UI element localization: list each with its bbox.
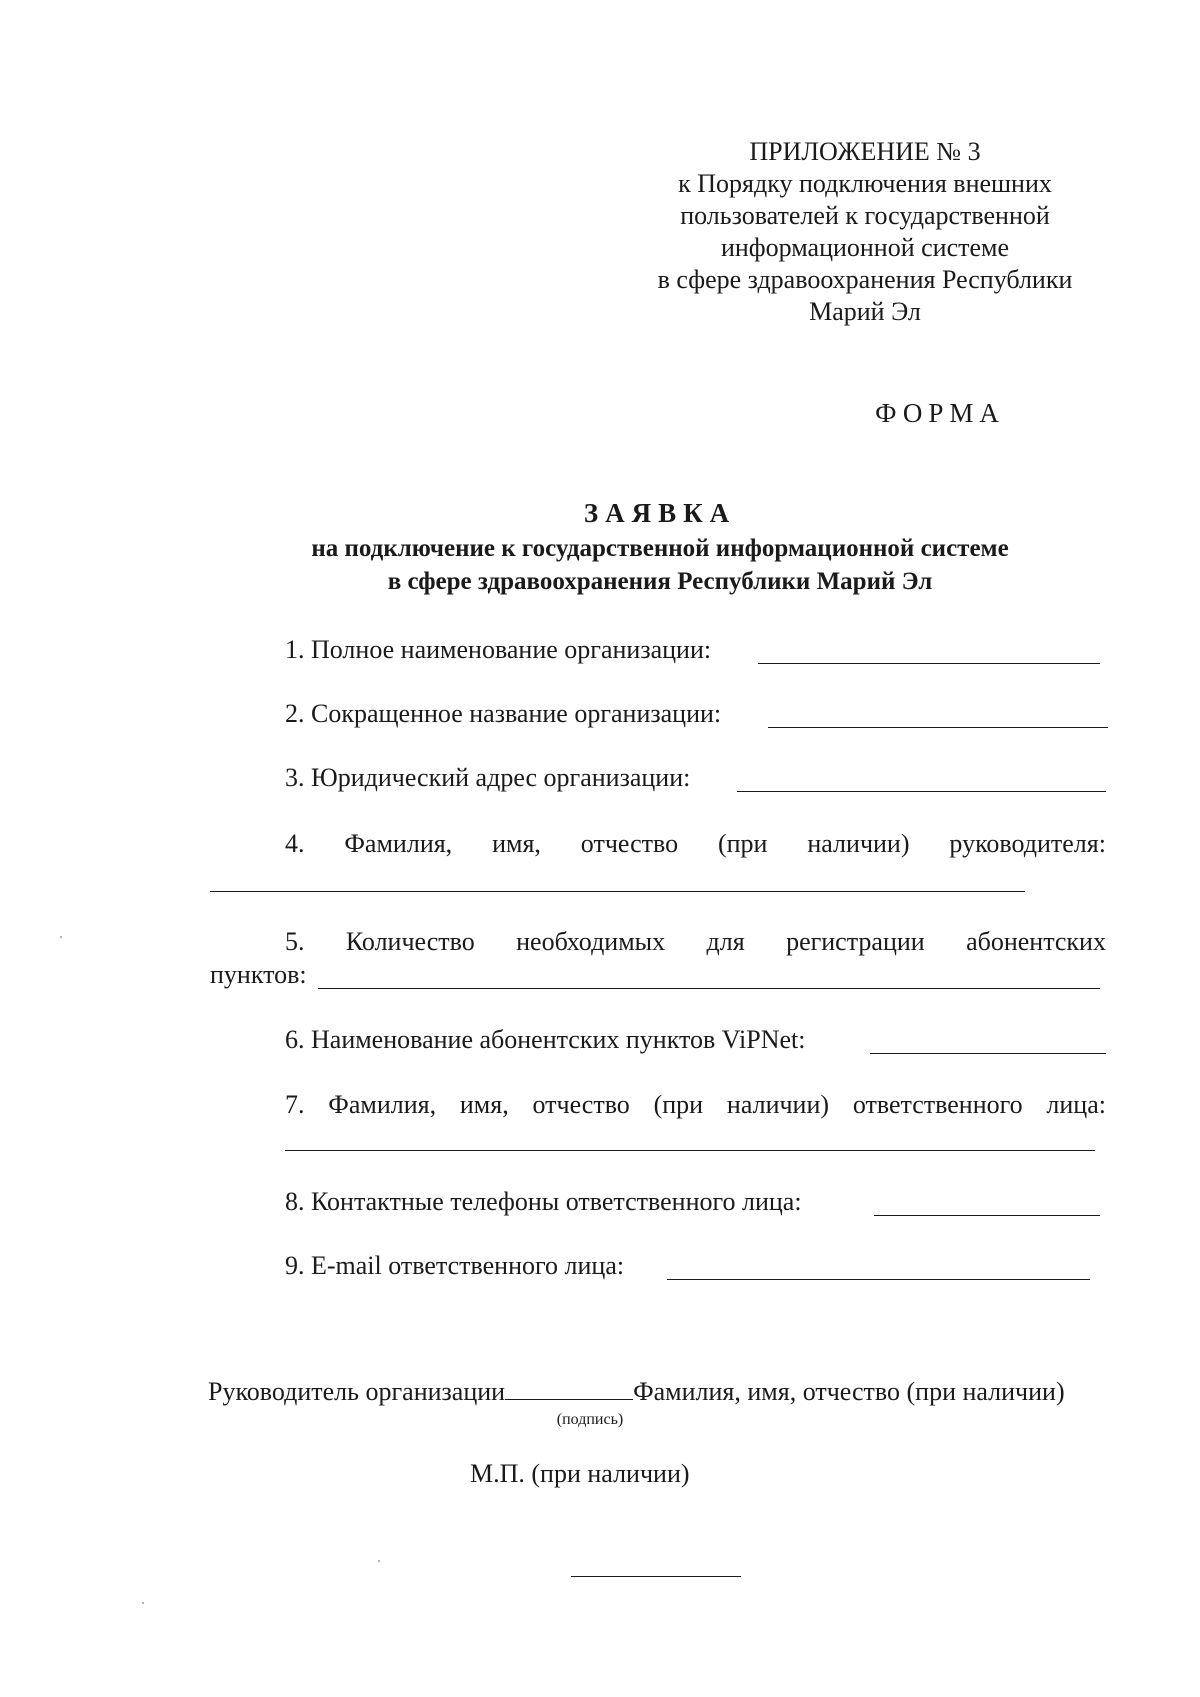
- field-full-name-blank[interactable]: [758, 663, 1100, 664]
- field-full-name-label: 1. Полное наименование организации:: [285, 635, 712, 664]
- word: 5.: [285, 927, 305, 956]
- word: (при: [653, 1090, 704, 1119]
- word: наличии): [807, 829, 910, 858]
- field-short-name-blank[interactable]: [768, 727, 1108, 728]
- closing-rule: [571, 1576, 741, 1577]
- field-subscriber-count-label: [285, 926, 1106, 958]
- appendix-line: ПРИЛОЖЕНИЕ № 3: [749, 137, 981, 166]
- field-phone-blank[interactable]: [874, 1215, 1100, 1216]
- field-responsible-name-blank[interactable]: [285, 1150, 1095, 1151]
- field-phone-label: 8. Контактные телефоны ответственного лица:: [285, 1187, 802, 1216]
- word: абонентских: [966, 927, 1106, 956]
- signature-blank[interactable]: [505, 1377, 633, 1400]
- subtitle-line: на подключение к государственной информационной системе: [311, 535, 1009, 562]
- word: регистрации: [786, 927, 925, 956]
- signature-role: Руководитель организации: [208, 1377, 506, 1406]
- scan-speck: [142, 1602, 144, 1604]
- word: отчество: [532, 1090, 630, 1119]
- field-head-name-label: [285, 828, 1106, 860]
- field-subscriber-count-cont: пунктов:: [210, 960, 307, 989]
- appendix-line: в сфере здравоохранения Республики: [657, 265, 1073, 294]
- word: Фамилия,: [328, 1090, 437, 1119]
- field-legal-address-label: 3. Юридический адрес организации:: [285, 763, 691, 792]
- form-label: ФОРМА: [875, 398, 1005, 428]
- appendix-line: Марий Эл: [809, 297, 921, 326]
- word: наличии): [726, 1090, 830, 1119]
- field-email-blank[interactable]: [667, 1279, 1090, 1280]
- word: необходимых: [516, 927, 666, 956]
- word: для: [706, 927, 745, 956]
- field-responsible-name-label: [285, 1089, 1106, 1121]
- appendix-line: пользователей к государственной: [680, 201, 1050, 230]
- stamp-label: М.П. (при наличии): [470, 1459, 690, 1488]
- word: (при: [717, 829, 768, 858]
- field-vipnet-label: 6. Наименование абонентских пунктов ViPNet:: [285, 1025, 806, 1054]
- request-title: ЗАЯВКА: [583, 498, 737, 528]
- field-short-name-label: 2. Сокращенное название организации:: [285, 699, 722, 728]
- word: отчество: [580, 829, 679, 858]
- field-head-name-blank[interactable]: [210, 891, 1025, 892]
- word: Количество: [345, 927, 475, 956]
- field-vipnet-blank[interactable]: [870, 1053, 1106, 1054]
- word: 7.: [285, 1090, 305, 1119]
- appendix-line: информационной системе: [720, 233, 1010, 262]
- word: руководителя:: [949, 829, 1106, 858]
- word: лица:: [1046, 1090, 1106, 1119]
- field-subscriber-count-blank[interactable]: [318, 988, 1100, 989]
- request-subtitle: [200, 532, 1120, 598]
- field-legal-address-blank[interactable]: [737, 791, 1106, 792]
- signature-caption: (подпись): [556, 1411, 624, 1428]
- word: Фамилия,: [344, 829, 453, 858]
- scan-speck: [378, 1560, 380, 1562]
- appendix-line: к Порядку подключения внешних: [678, 169, 1052, 198]
- appendix-header: [610, 136, 1120, 328]
- word: имя,: [492, 829, 541, 858]
- scan-speck: [60, 936, 62, 938]
- field-email-label: 9. E-mail ответственного лица:: [285, 1251, 625, 1280]
- signature-name-label: Фамилия, имя, отчество (при наличии): [633, 1377, 1065, 1406]
- subtitle-line: в сфере здравоохранения Республики Марий Эл: [387, 568, 933, 595]
- signature-row: [208, 1376, 1065, 1408]
- word: 4.: [285, 829, 305, 858]
- word: имя,: [459, 1090, 509, 1119]
- word: ответственного: [852, 1090, 1023, 1119]
